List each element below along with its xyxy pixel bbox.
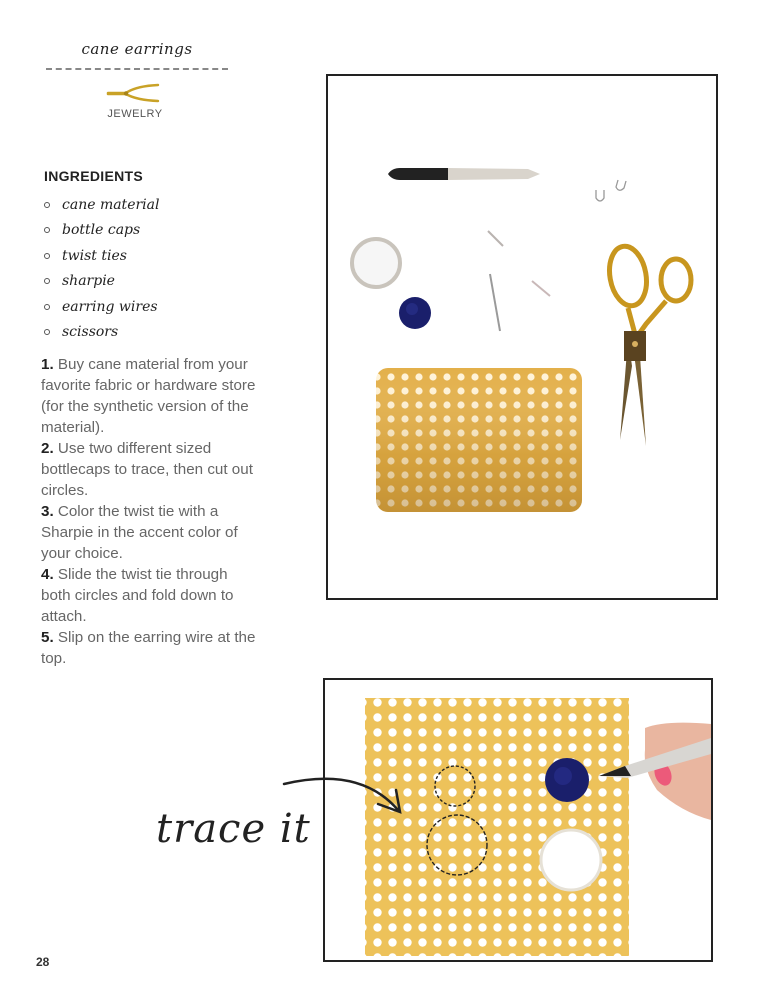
- ingredient-item: scissors: [40, 320, 159, 346]
- step-3: 3. Color the twist tie with a Sharpie in the accent color of your choice.: [41, 503, 238, 562]
- bullet-icon: [44, 202, 50, 208]
- step-5: 5. Slip on the earring wire at the top.: [41, 629, 256, 667]
- pliers-icon: [106, 82, 162, 104]
- bullet-icon: [44, 227, 50, 233]
- ingredients-list: [40, 192, 159, 345]
- step-4: 4. Slide the twist tie through both circles and fold down to attach.: [41, 566, 234, 625]
- page-number: 28: [36, 955, 50, 969]
- materials-photo: [326, 74, 718, 600]
- ingredients-heading: INGREDIENTS: [44, 168, 143, 184]
- bullet-icon: [44, 329, 50, 335]
- ingredient-item: sharpie: [40, 269, 159, 295]
- bullet-icon: [44, 304, 50, 310]
- bullet-icon: [44, 278, 50, 284]
- bullet-icon: [44, 253, 50, 259]
- ingredient-item: bottle caps: [40, 218, 159, 244]
- dashed-divider: [46, 68, 228, 70]
- ingredient-item: earring wires: [40, 294, 159, 320]
- trace-it-annotation: trace it: [156, 806, 311, 852]
- ingredient-item: cane material: [40, 192, 159, 218]
- category-label: JEWELRY: [107, 108, 163, 120]
- instructions: [41, 354, 256, 669]
- step-1: 1. Buy cane material from your favorite fabric or hardware store (for the synthetic version of the material).: [41, 356, 256, 436]
- ingredient-item: twist ties: [40, 243, 159, 269]
- step-2: 2. Use two different sized bottlecaps to trace, then cut out circles.: [41, 440, 253, 499]
- project-title: cane earrings: [81, 40, 193, 58]
- sharpie-marker: [388, 168, 540, 180]
- scissors: [605, 243, 691, 446]
